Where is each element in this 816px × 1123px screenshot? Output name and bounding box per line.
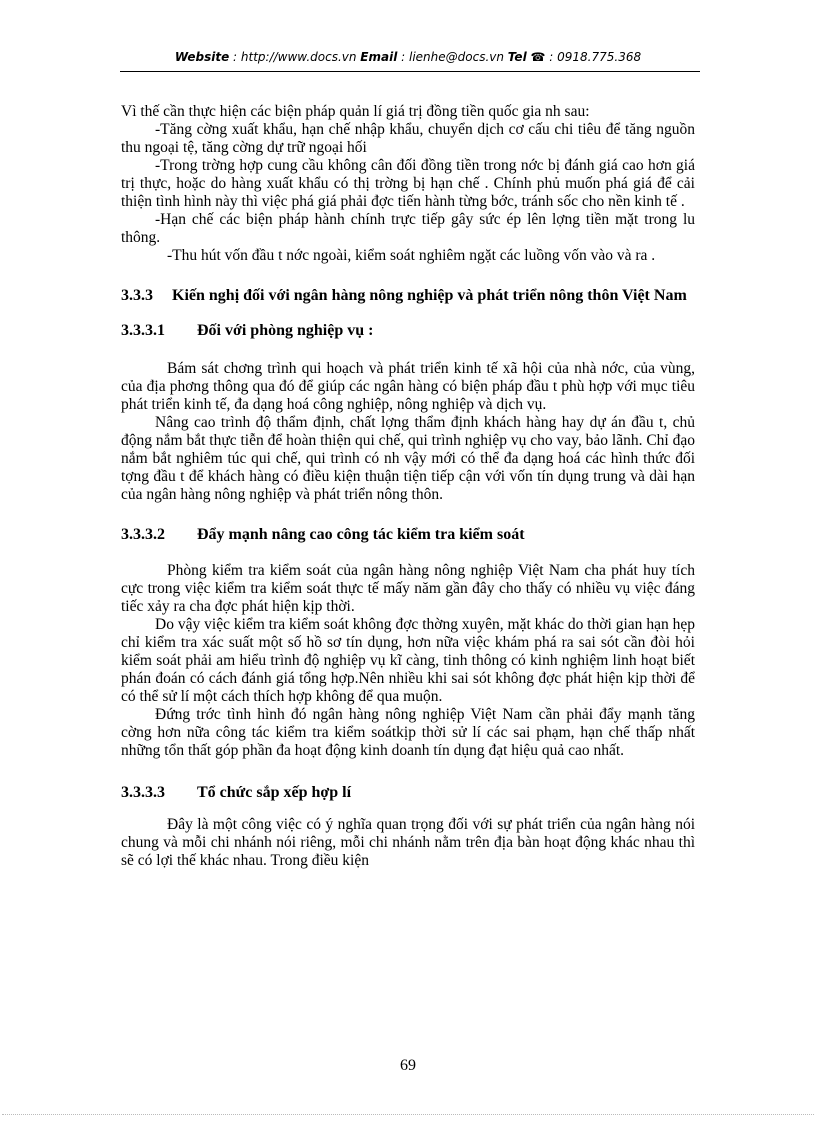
page-number: 69	[400, 1057, 416, 1074]
tel-label: Tel	[507, 50, 527, 64]
subsection-number: 3.3.3.3	[121, 784, 165, 801]
body-paragraph: Đây là một công việc có ý nghĩa quan trọng đối với sự phát triển của ngân hàng nói chung và mỗi chi nhánh nói riêng, mỗi chi nhánh nằm trên địa bàn hoạt động khác nhau thì sẽ có lợi thế khác nhau. Trong điều kiện	[121, 816, 695, 869]
subsection-number: 3.3.3.1	[121, 322, 165, 339]
list-item: -Hạn chế các biện pháp hành chính trực tiếp gây sức ép lên lợng tiền mặt trong lu thông.	[121, 211, 695, 246]
tel-value: ☎ : 0918.775.368	[526, 50, 642, 64]
page-header	[0, 50, 816, 64]
intro-paragraph: Vì thế cần thực hiện các biện pháp quản lí giá trị đồng tiền quốc gia nh sau:	[121, 103, 590, 120]
body-paragraph: Bám sát chơng trình qui hoạch và phát triển kinh tế xã hội của nhà nớc, của vùng, của địa phơng thông qua đó để giúp các ngân hàng có biện pháp đầu t phù hợp với mục tiêu phát triển kinh tế, đa dạng hoá công nghiệp, nông nghiệp và dịch vụ.	[121, 360, 695, 413]
section-title: Kiến nghị đối với ngân hàng nông nghiệp và phát triển nông thôn Việt Nam	[172, 287, 687, 304]
page-body	[121, 103, 695, 870]
email-label: Email	[360, 50, 398, 64]
section-number: 3.3.3	[121, 287, 153, 304]
body-paragraph: Nâng cao trình độ thẩm định, chất lợng thẩm định khách hàng hay dự án đầu t, chủ động nắm bắt thực tiễn để hoàn thiện qui chế, qui trình nghiệp vụ cho vay, bảo lãnh. Chỉ đạo nắm bắt nghiêm túc qui chế, qui trình có nh vậy mới có thể đa dạng hoá các hình thức đối tợng đầu t để khách hàng có điều kiện thuận tiện tiếp cận với vốn tín dụng trung và dài hạn của ngân hàng nông nghiệp và phát triển nông thôn.	[121, 414, 695, 503]
website-value: : http://www.docs.vn	[229, 50, 361, 64]
subsection-title: Tổ chức sắp xếp hợp lí	[197, 784, 352, 801]
subsection-title: Đẩy mạnh nâng cao công tác kiểm tra kiểm soát	[197, 526, 525, 543]
subsection-heading	[121, 784, 695, 802]
subsection-heading	[121, 322, 695, 340]
list-item: -Tăng cờng xuất khẩu, hạn chế nhập khẩu, chuyển dịch cơ cấu chi tiêu để tăng nguồn thu ngoại tệ, tăng cờng dự trữ ngoại hối	[121, 121, 695, 156]
list-item: -Trong trờng hợp cung cầu không cân đối đồng tiền trong nớc bị đánh giá cao hơn giá trị thực, hoặc do hàng xuất khẩu có thị trờng bị hạn chế . Chính phủ muốn phá giá để cải thiện tình hình này thì việc phá giá phải đợc tiến hành từng bớc, tránh sốc cho nền kinh tế .	[121, 157, 695, 210]
body-paragraph: Phòng kiểm tra kiểm soát của ngân hàng nông nghiệp Việt Nam cha phát huy tích cực trong việc kiểm tra kiểm soát thực tế mấy năm gần đây cho thấy có nhiều vụ việc đáng tiếc xảy ra cha đợc phát hiện kịp thời.	[121, 562, 695, 615]
section-heading	[121, 287, 695, 304]
page-bottom-rule	[2, 1114, 814, 1115]
subsection-title: Đối với phòng nghiệp vụ :	[197, 322, 374, 339]
subsection-heading	[121, 526, 695, 544]
body-paragraph: Đứng trớc tình hình đó ngân hàng nông nghiệp Việt Nam cần phải đẩy mạnh tăng cờng hơn nữa công tác kiểm tra kiểm soátkịp thời sử lí các sai phạm, hạn chế thấp nhất những tổn thất góp phần đa hoạt động kinh doanh tín dụng đạt hiệu quả cao nhất.	[121, 706, 695, 759]
header-rule	[120, 71, 700, 72]
website-label: Website	[174, 50, 230, 64]
email-value: : lienhe@docs.vn	[397, 50, 508, 64]
body-paragraph: Do vậy việc kiểm tra kiểm soát không đợc thờng xuyên, mặt khác do thời gian hạn hẹp chỉ kiểm tra xác suất một số hồ sơ tín dụng, hơn nữa việc khám phá ra sai sót cần đòi hỏi kiểm soát phải am hiểu trình độ nghiệp vụ kĩ càng, tinh thông có kinh nghiệm linh hoạt biết phán đoán có cách đánh giá tổng hợp.Nên nhiều khi sai sót không đợc phát hiện kịp thời để có thể sử lí một cách thích hợp không để qua muộn.	[121, 616, 695, 705]
list-item: -Thu hút vốn đầu t nớc ngoài, kiểm soát nghiêm ngặt các luồng vốn vào và ra .	[167, 247, 656, 264]
subsection-number: 3.3.3.2	[121, 526, 165, 543]
